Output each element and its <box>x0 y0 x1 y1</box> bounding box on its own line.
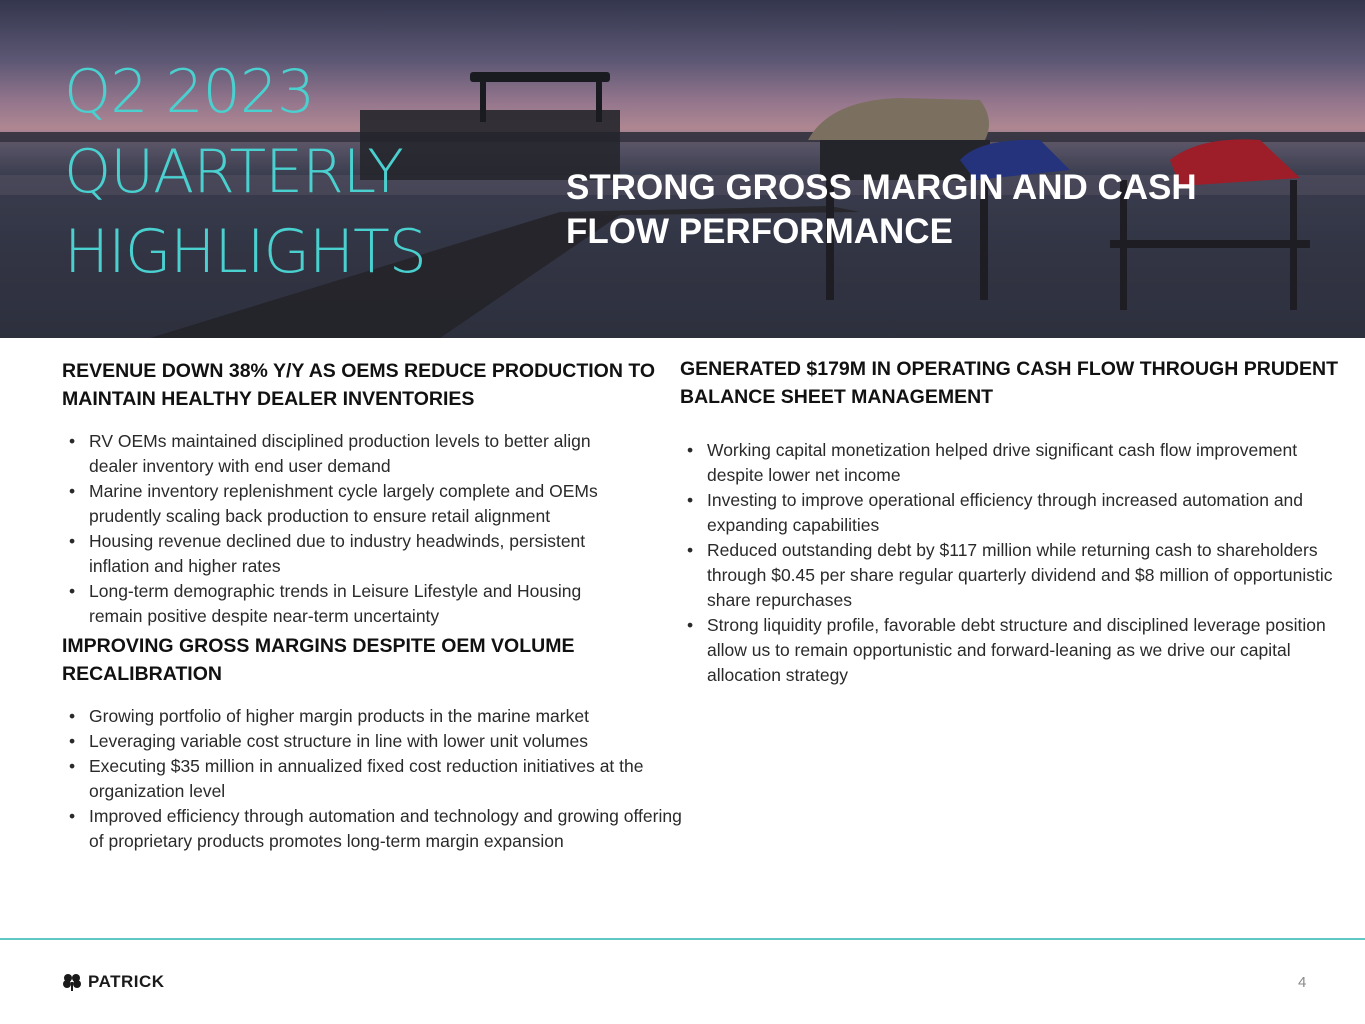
revenue-bullet-list <box>62 429 622 629</box>
list-item: • Housing revenue declined due to industry headwinds, persistent inflation and higher rates <box>62 529 622 579</box>
list-item: • Strong liquidity profile, favorable debt structure and disciplined leverage position allow us to remain opportunistic and forward-leaning as we drive our capital allocation strategy <box>680 613 1345 688</box>
right-column <box>680 356 1345 688</box>
title-line-2: QUARTERLY <box>64 137 403 207</box>
cash-flow-heading: GENERATED $179M IN OPERATING CASH FLOW THROUGH PRUDENT BALANCE SHEET MANAGEMENT <box>680 358 1338 408</box>
list-item: • Long-term demographic trends in Leisure Lifestyle and Housing remain positive despite near-term uncertainty <box>62 579 622 629</box>
left-column <box>62 358 682 854</box>
revenue-heading: REVENUE DOWN 38% Y/Y AS OEMS REDUCE PRODUCTION TO MAINTAIN HEALTHY DEALER INVENTORIES <box>62 360 656 410</box>
list-item: • Reduced outstanding debt by $117 million while returning cash to shareholders through $0.45 per share regular quarterly dividend and $8 million of opportunistic share repurchases <box>680 538 1345 613</box>
page-subtitle <box>566 166 1246 254</box>
margin-bullet-list <box>62 704 682 854</box>
page-title <box>64 52 426 292</box>
page-number: 4 <box>1298 974 1307 991</box>
hero-banner <box>0 0 1365 338</box>
footer-divider <box>0 938 1365 940</box>
list-item: • Working capital monetization helped drive significant cash flow improvement despite lower net income <box>680 438 1345 488</box>
list-item: • Improved efficiency through automation and technology and growing offering of proprietary products promotes long-term margin expansion <box>62 804 682 854</box>
logo-text: PATRICK <box>88 972 165 991</box>
cash-flow-bullet-list <box>680 438 1345 688</box>
list-item: • RV OEMs maintained disciplined production levels to better align dealer inventory with end user demand <box>62 429 622 479</box>
list-item: • Marine inventory replenishment cycle largely complete and OEMs prudently scaling back production to ensure retail alignment <box>62 479 622 529</box>
title-line-1: Q2 2023 <box>64 57 315 127</box>
margin-heading: IMPROVING GROSS MARGINS DESPITE OEM VOLUME RECALIBRATION <box>62 635 575 685</box>
list-item: • Growing portfolio of higher margin products in the marine market <box>62 704 682 729</box>
shamrock-icon <box>62 973 82 991</box>
subtitle-line-2: FLOW PERFORMANCE <box>566 212 953 251</box>
title-line-3: HIGHLIGHTS <box>64 217 426 287</box>
company-logo <box>62 972 165 992</box>
list-item: • Leveraging variable cost structure in line with lower unit volumes <box>62 729 682 754</box>
list-item: • Executing $35 million in annualized fixed cost reduction initiatives at the organization level <box>62 754 682 804</box>
list-item: • Investing to improve operational efficiency through increased automation and expanding capabilities <box>680 488 1345 538</box>
subtitle-line-1: STRONG GROSS MARGIN AND CASH <box>566 168 1197 207</box>
